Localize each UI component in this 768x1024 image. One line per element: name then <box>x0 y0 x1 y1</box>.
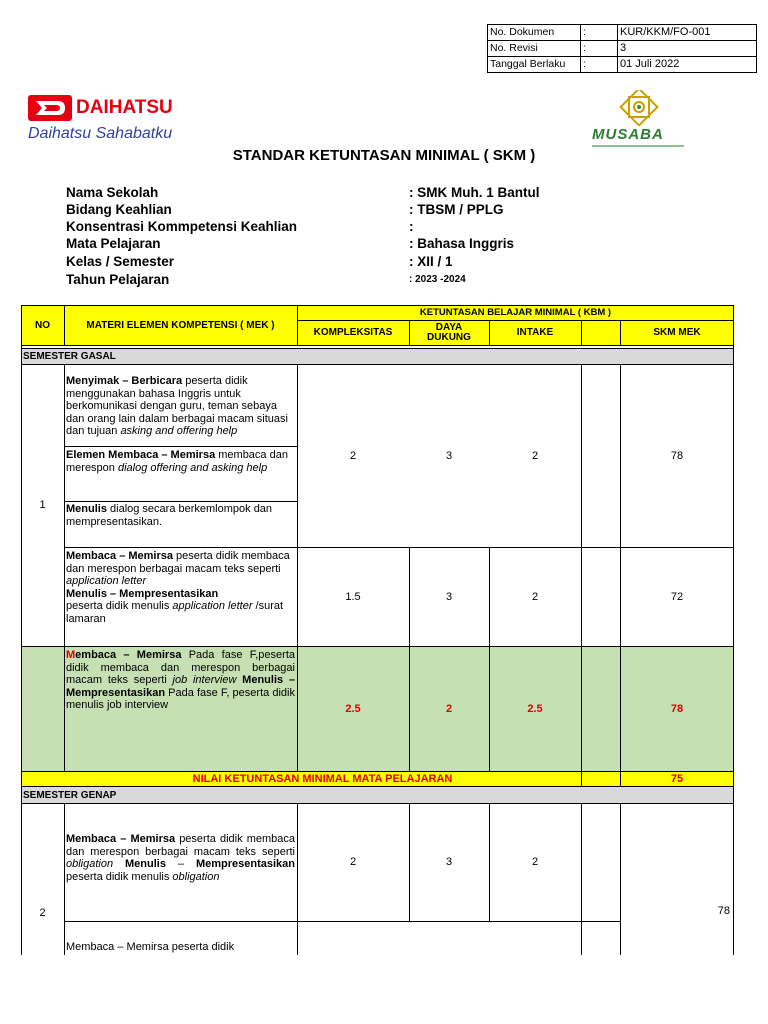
row3-italic-1: job interview <box>172 674 237 686</box>
row4-daya-dukung: 3 <box>445 856 453 868</box>
info-label-mata-pelajaran: Mata Pelajaran <box>66 236 161 251</box>
row4-bold-1: Membaca – Memirsa <box>66 833 176 845</box>
header-kompleksitas: KOMPLEKSITAS <box>313 327 393 338</box>
doc-info-label: No. Dokumen <box>488 25 581 41</box>
musaba-emblem-icon <box>606 90 676 126</box>
daihatsu-emblem-icon <box>28 95 72 121</box>
row2-kompleksitas: 1.5 <box>345 590 361 603</box>
doc-info-value: 01 Juli 2022 <box>618 57 757 73</box>
info-value-mata-pelajaran: : Bahasa Inggris <box>409 236 515 251</box>
header-daya-text: DAYA <box>435 321 463 333</box>
row1b-bold: Elemen Membaca – Memirsa <box>66 449 216 461</box>
header-no: NO <box>35 319 50 331</box>
row1a-description <box>64 373 297 440</box>
semester-gasal-label: SEMESTER GASAL <box>23 351 116 362</box>
header-intake: INTAKE <box>516 327 554 338</box>
row2-text-2: peserta didik menulis <box>66 600 173 612</box>
info-value-nama-sekolah: : SMK Muh. 1 Bantul <box>409 185 540 200</box>
row1-daya-dukung: 3 <box>445 449 453 462</box>
page-title: STANDAR KETUNTASAN MINIMAL ( SKM ) <box>232 147 536 164</box>
row5-description: Membaca – Memirsa peserta didik <box>66 941 235 953</box>
semester-genap-label: SEMESTER GENAP <box>23 790 117 801</box>
doc-info-value: KUR/KKM/FO-001 <box>618 25 757 41</box>
row2-intake: 2 <box>531 590 539 603</box>
info-label-konsentrasi: Konsentrasi Kommpetensi Keahlian <box>66 219 298 234</box>
doc-info-separator: : <box>581 41 618 57</box>
doc-info-label: Tanggal Berlaku <box>488 57 581 73</box>
row2-italic-2: application letter <box>172 600 253 612</box>
row1a-italic: asking and offering help <box>120 425 238 437</box>
row4-text-2: – <box>165 858 196 870</box>
row1c-bold: Menulis <box>66 503 107 515</box>
header-daya-dukung <box>409 320 489 345</box>
row3-intake: 2.5 <box>527 702 543 715</box>
row4-bold-2: Menulis <box>113 858 166 870</box>
row1-intake: 2 <box>531 449 539 462</box>
row1-skm-mek: 78 <box>670 449 684 462</box>
doc-info-label: No. Revisi <box>488 41 581 57</box>
row2-bold-1: Membaca – Memirsa <box>66 550 173 562</box>
nilai-ketuntasan-label: NILAI KETUNTASAN MINIMAL MATA PELAJARAN <box>192 772 453 785</box>
row4-description <box>64 831 297 885</box>
row3-description <box>64 647 297 714</box>
daihatsu-wordmark: DAIHATSU <box>76 97 173 118</box>
info-label-tahun-pelajaran: Tahun Pelajaran <box>66 272 170 287</box>
musaba-logo <box>588 90 698 150</box>
row2-text-1: peserta didik membaca dan merespon berbagai macam teks seperti <box>66 550 290 575</box>
info-value-bidang-keahlian: : TBSM / PPLG <box>409 202 504 217</box>
row4-text-1: peserta didik membaca dan merespon berbagai macam teks seperti <box>66 833 296 858</box>
info-value-tahun-pelajaran: : 2023 -2024 <box>409 274 466 285</box>
row1b-description <box>64 447 297 476</box>
row4-italic-1: obligation <box>66 858 114 870</box>
row4-kompleksitas: 2 <box>349 856 357 868</box>
musaba-wordmark: MUSABA <box>592 126 664 143</box>
row4-skm-mek: 78 <box>717 905 730 917</box>
row3-skm-mek: 78 <box>670 702 684 715</box>
row3-bold-1: embaca – Memirsa <box>75 649 182 661</box>
daihatsu-tagline: Daihatsu Sahabatku <box>28 125 173 142</box>
row3-text-1: Pada fase F,peserta didik membaca dan merespon berbagai macam teks seperti <box>66 649 295 686</box>
row3-daya-dukung: 2 <box>445 702 453 715</box>
header-dukung-text: DUKUNG <box>427 331 471 343</box>
row1b-text: membaca dan merespon <box>66 449 288 474</box>
row3-kompleksitas: 2.5 <box>345 702 361 715</box>
row3-bold-2: Menulis – Mempresentasikan <box>66 674 296 699</box>
row4-number: 2 <box>39 907 46 919</box>
row4-text-3: peserta didik menulis <box>66 870 173 883</box>
row1c-text: dialog secara berkemlompok dan mempresentasikan. <box>66 503 273 528</box>
row2-bold-2: Menulis – Mempresentasikan <box>66 587 219 600</box>
skm-table <box>21 305 734 985</box>
daihatsu-logo <box>28 93 178 153</box>
row1-number: 1 <box>39 499 46 511</box>
info-label-nama-sekolah: Nama Sekolah <box>66 185 159 200</box>
row4-bold-3: Mempresentasikan <box>195 858 296 870</box>
doc-info-value: 3 <box>618 41 757 57</box>
row2-skm-mek: 72 <box>670 590 684 603</box>
document-info-table <box>487 24 757 73</box>
row1-kompleksitas: 2 <box>349 449 357 462</box>
doc-info-row <box>488 25 757 41</box>
info-label-bidang-keahlian: Bidang Keahlian <box>66 202 172 217</box>
nilai-ketuntasan-value: 75 <box>670 772 684 785</box>
row1a-bold: Menyimak – Berbicara <box>66 375 183 387</box>
info-value-konsentrasi: : <box>409 219 414 234</box>
row1b-italic: dialog offering and asking help <box>117 461 268 474</box>
doc-info-row <box>488 41 757 57</box>
info-label-kelas-semester: Kelas / Semester <box>66 254 175 269</box>
row1a-text: peserta didik menggunakan bahasa Inggris untuk berkomunikasi dengan guru, teman sebaya dan orang lain dalam berbagai macam situasi dan tujuan <box>66 375 288 437</box>
row3-red-initial: M <box>66 649 76 661</box>
header-skm-mek: SKM MEK <box>653 327 701 338</box>
doc-info-separator: : <box>581 25 618 41</box>
doc-info-row <box>488 57 757 73</box>
header-kbm: KETUNTASAN BELAJAR MINIMAL ( KBM ) <box>419 307 612 318</box>
row2-italic-1: application letter <box>66 575 147 587</box>
row3-text-2: Pada fase F, peserta didik menulis job interview <box>66 686 295 711</box>
row1c-description <box>64 501 297 530</box>
row2-description <box>64 548 297 627</box>
header-materi: MATERI ELEMEN KOMPETENSI ( MEK ) <box>86 319 275 331</box>
row2-text-3: /surat lamaran <box>66 600 284 625</box>
info-value-kelas-semester: : XII / 1 <box>409 254 453 269</box>
row4-italic-2: obligation <box>172 870 220 883</box>
doc-info-separator: : <box>581 57 618 73</box>
row4-intake: 2 <box>531 856 539 868</box>
row2-daya-dukung: 3 <box>445 590 453 603</box>
